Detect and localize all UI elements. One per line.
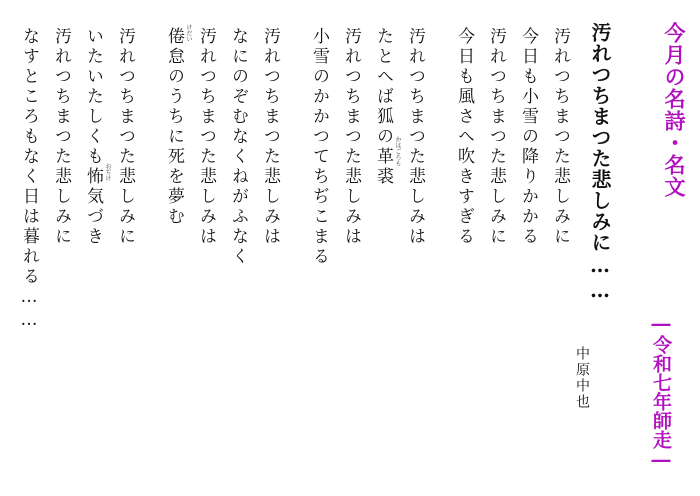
poem-line: 倦怠のうちに死を夢む — [164, 27, 184, 227]
poem-line: なすところもなく日は暮れる…… — [19, 27, 39, 333]
issue-date: ―令和七年師走― — [650, 313, 672, 471]
poem-line: 汚れつちまつた悲しみは — [341, 27, 361, 247]
poem-line: なにのぞむなくねがふなく — [228, 27, 248, 267]
ruby-annotation: おぢけ — [104, 163, 111, 181]
poem-line: 今日も風さへ吹きすぎる — [454, 27, 474, 247]
poem-line: 汚れつちまつた悲しみに — [550, 27, 570, 247]
ruby-annotation: けだい — [185, 24, 192, 42]
poem-line: 汚れつちまつた悲しみは — [260, 27, 280, 247]
poem-author: 中原中也 — [574, 346, 590, 410]
poem-line: 小雪のかかつてちぢこまる — [309, 27, 329, 267]
poem-line: たとへば狐の革裘 — [373, 27, 393, 187]
poem-line: 汚れつちまつた悲しみは — [196, 27, 216, 247]
poem-line: 今日も小雪の降りかかる — [518, 27, 538, 247]
poem-line: いたいたしくも怖気づき — [83, 27, 103, 247]
poem-line: 汚れつちまつた悲しみに — [51, 27, 71, 247]
ruby-annotation: かはごろも — [394, 136, 401, 166]
feature-heading: 今月の名詩・名文 — [662, 22, 687, 198]
poem-title: 汚れつちまつた悲しみに…… — [588, 22, 612, 303]
poem-line: 汚れつちまつた悲しみに — [115, 27, 135, 247]
poem-line: 汚れつちまつた悲しみは — [405, 27, 425, 247]
poem-line: 汚れつちまつた悲しみに — [486, 27, 506, 247]
